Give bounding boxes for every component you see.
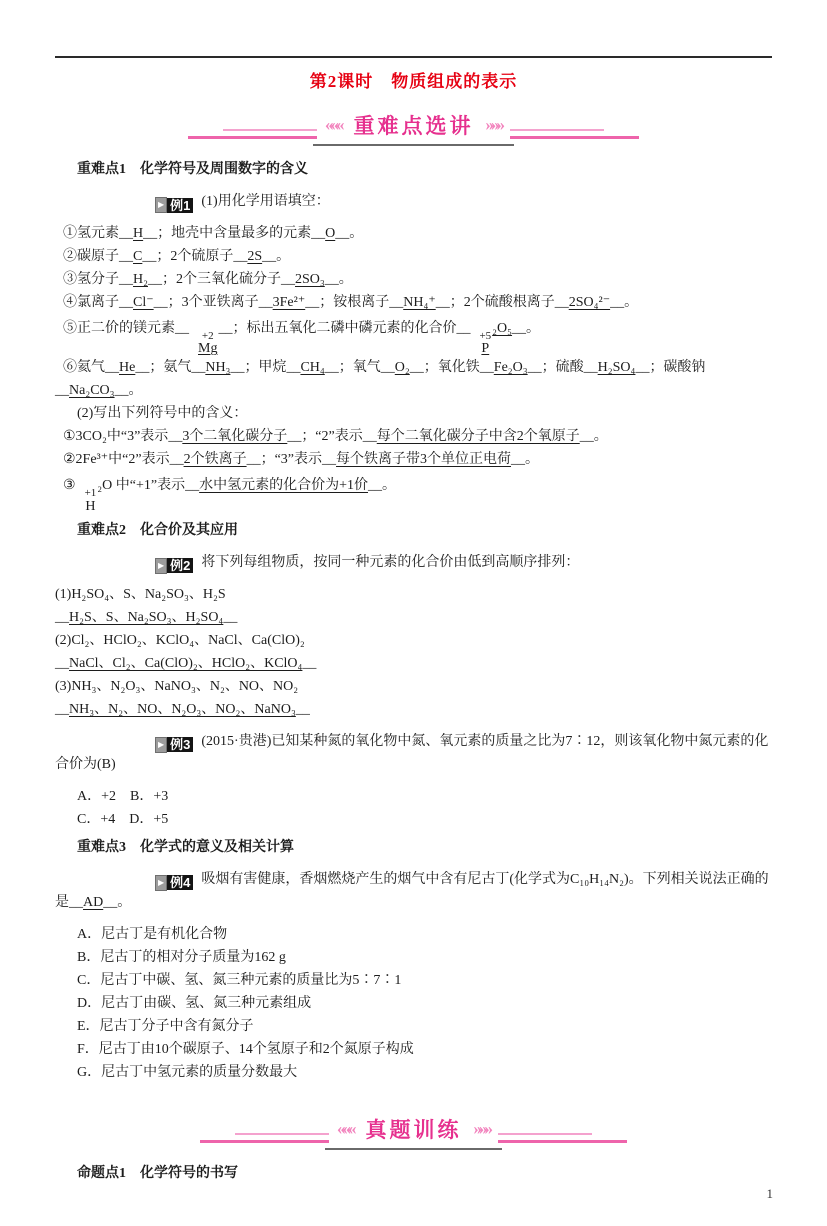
blank-answer: 水中氢元素的化合价为+1价 (199, 478, 369, 494)
text-segment: 。 (349, 226, 364, 241)
text-segment: ；3个亚铁离子 (167, 295, 259, 310)
blank-underscore: __ (258, 295, 273, 310)
text-segment: ；铵根离子 (319, 295, 390, 310)
text-segment: ；“2”表示 (301, 429, 363, 445)
option-line: G．尼古丁中氢元素的质量分数最大 (77, 1064, 298, 1080)
blank-answer: 3个二氧化碳分子 (182, 429, 288, 445)
text-segment: 。 (525, 452, 540, 468)
page-number: 1 (766, 1186, 773, 1201)
blank-underscore: __ (579, 429, 594, 445)
play-arrow-icon: ▶ (155, 558, 167, 574)
element-symbol: H (85, 498, 96, 514)
fill-blank-line (55, 448, 772, 471)
blank-underscore: __ (135, 360, 150, 376)
banner-core (325, 1114, 502, 1150)
blank-underscore: __ (246, 452, 261, 468)
blank-underscore: __ (119, 249, 133, 264)
blank-underscore: __ (55, 655, 69, 671)
text-segment: 。 (338, 272, 353, 287)
banner-title: 真题训练 (365, 1118, 462, 1142)
fill-blank-line (55, 222, 772, 245)
blank-underscore: __ (380, 360, 395, 376)
blank-underscore: __ (55, 609, 69, 625)
blank-answer: O (325, 226, 336, 241)
blank-underscore: __ (368, 478, 383, 494)
option-line: F．尼古丁由10个碳原子、14个氢原子和2个氮原子构成 (77, 1041, 414, 1057)
text-segment: ；地壳中含量最多的元素 (157, 226, 312, 241)
blank-answer: He (119, 360, 136, 376)
text-segment: ₂O (97, 478, 113, 494)
header-divider (55, 56, 772, 58)
text-segment: ；碳酸钠 (649, 360, 706, 376)
blank-underscore: __ (103, 894, 118, 910)
blank-underscore: __ (230, 360, 245, 376)
blank-underscore: __ (119, 226, 133, 241)
heading-keypoint-1: 重难点1 化学符号及周围数字的含义 (77, 162, 308, 177)
text-segment: 。 (117, 894, 132, 910)
blank-underscore: __ (175, 321, 189, 336)
fill-blank-line (55, 268, 772, 291)
text-segment: ；氨气 (149, 360, 192, 376)
text-segment: ③氢分子 (63, 272, 119, 287)
text-segment: ②碳原子 (63, 249, 119, 264)
blank-underscore: __ (324, 360, 339, 376)
blank-answer: C (133, 249, 143, 264)
question-line: (1)H₂SO₄、S、Na₂SO₃、H₂S (55, 586, 226, 602)
blank-underscore: __ (114, 383, 129, 399)
blank-underscore: __ (148, 272, 162, 287)
play-arrow-icon: ▶ (155, 875, 167, 891)
example-intro-text: (1)用化学用语填空： (201, 194, 330, 209)
blank-underscore: __ (335, 226, 350, 241)
text-segment: ；标出五氧化二磷中磷元素的化合价 (232, 321, 457, 336)
blank-answer: AD (83, 894, 104, 910)
option-line: C．+4 D．+5 (77, 811, 169, 827)
example-label: 例1 (167, 198, 193, 213)
blank-underscore: __ (55, 701, 69, 717)
blank-answer: 每个铁离子带3个单位正电荷 (336, 452, 512, 468)
blank-answer: NH₃、N₂、NO、N₂O₃、NO₂、NaNO₃ (69, 701, 296, 717)
chevrons-left-icon: ««« (325, 115, 342, 134)
text-segment: ；“3”表示 (260, 452, 323, 468)
example-label: 例3 (167, 737, 193, 752)
blank-underscore: __ (583, 360, 598, 376)
blank-answer: O₂ (394, 360, 410, 376)
text-segment: ④氯离子 (63, 295, 119, 310)
blank-answer: Na₂CO₃ (69, 383, 115, 399)
blank-underscore: __ (511, 452, 526, 468)
blank-answer: NH₃ (205, 360, 231, 376)
fill-blank-line (55, 291, 772, 314)
blank-underscore: __ (69, 894, 83, 910)
blank-underscore: __ (168, 429, 183, 445)
banner-core (313, 110, 514, 146)
blank-underscore: __ (119, 272, 133, 287)
play-arrow-icon: ▶ (155, 737, 167, 753)
example-badge (155, 737, 193, 753)
blank-answer: 每个二氧化碳分子中含2个氧原子 (376, 429, 580, 445)
valence-stack (471, 331, 491, 356)
blank-underscore: __ (311, 226, 326, 241)
fill-blank-line (55, 356, 772, 402)
text-segment: ⑥氦气 (63, 360, 105, 376)
text-segment: ⑤正二价的镁元素 (63, 321, 175, 336)
question-line: (3)NH₃、N₂O₃、NaNO₃、N₂、NO、NO₂ (55, 678, 299, 694)
option-line: D．尼古丁由碳、氢、氮三种元素组成 (77, 995, 312, 1011)
blank-underscore: __ (286, 360, 301, 376)
text-segment: 。 (624, 295, 639, 310)
fill-blank-line (55, 425, 772, 448)
blank-underscore: __ (456, 321, 471, 336)
answer-line (55, 652, 772, 675)
text-segment: 中“+1”表示 (112, 478, 186, 494)
heading-topic-1: 命题点1 化学符号的书写 (77, 1165, 238, 1181)
blank-answer: 2S (247, 249, 263, 264)
blank-underscore: __ (185, 478, 200, 494)
blank-answer: 3Fe²⁺ (272, 295, 306, 310)
blank-underscore: __ (262, 249, 277, 264)
banner-title: 重难点选讲 (353, 115, 474, 138)
answer-line (55, 698, 772, 721)
chevrons-left-icon: ««« (337, 1118, 354, 1138)
text-segment: ；硫酸 (541, 360, 584, 376)
text-segment: 。 (593, 429, 608, 445)
blank-answer: NH₄⁺ (403, 295, 436, 310)
text-segment: ②2Fe³⁺中“2”表示 (63, 452, 170, 468)
text-segment: 。 (526, 321, 541, 336)
blank-answer: 2SO₄²⁻ (568, 295, 611, 310)
blank-underscore: __ (302, 655, 317, 671)
fill-blank-line (55, 245, 772, 268)
example-label: 例4 (167, 875, 193, 890)
text-segment: ；2个硫原子 (156, 249, 234, 264)
blank-underscore: __ (389, 295, 404, 310)
blank-underscore: __ (527, 360, 542, 376)
option-line: E．尼古丁分子中含有氮分子 (77, 1018, 254, 1034)
blank-underscore: __ (305, 295, 320, 310)
blank-answer: Fe₂O₃ (493, 360, 528, 376)
blank-underscore: __ (143, 226, 158, 241)
blank-underscore: __ (287, 429, 302, 445)
blank-answer: H (133, 226, 144, 241)
blank-answer: NaCl、Cl₂、Ca(ClO)₂、HClO₂、KClO₄ (69, 655, 303, 671)
blank-answer: 2个铁离子 (183, 452, 247, 468)
blank-underscore: __ (191, 360, 206, 376)
banner-line-right (502, 1133, 627, 1143)
example-2-line (55, 551, 772, 574)
blank-underscore: __ (142, 249, 157, 264)
text-segment: ；甲烷 (244, 360, 287, 376)
blank-underscore: __ (153, 295, 168, 310)
text-segment: ①氢元素 (63, 226, 119, 241)
element-symbol: Mg (198, 341, 218, 357)
element-symbol: P (481, 341, 490, 357)
example-label: 例2 (167, 558, 193, 573)
blank-underscore: __ (322, 452, 337, 468)
banner-line-left (200, 1133, 325, 1143)
valence-stack (77, 488, 97, 513)
blank-underscore: __ (55, 383, 69, 399)
text-segment: ③ (63, 478, 76, 494)
document-page (0, 56, 827, 1226)
section-banner-exam-training (55, 1114, 772, 1150)
blank-underscore: __ (169, 452, 184, 468)
blank-underscore: __ (281, 272, 295, 287)
blank-underscore: __ (479, 360, 494, 376)
example-intro-text: 将下列每组物质，按同一种元素的化合价由低到高顺序排列： (201, 554, 580, 570)
blank-underscore: __ (635, 360, 650, 376)
blank-underscore: __ (512, 321, 527, 336)
blank-answer: ₂O₅ (492, 321, 513, 336)
banner-line-right (514, 129, 639, 139)
section-banner-key-points (55, 110, 772, 146)
example-1-line (55, 190, 772, 213)
question-line: (2)Cl₂、HClO₂、KClO₄、NaCl、Ca(ClO)₂ (55, 632, 305, 648)
text-segment: ；2个硫酸根离子 (449, 295, 555, 310)
text-segment: ；氧气 (338, 360, 381, 376)
option-line: C．尼古丁中碳、氢、氮三种元素的质量比为5∶7∶1 (77, 972, 402, 988)
blank-answer: Cl⁻ (133, 295, 154, 310)
valence-stack (190, 331, 217, 356)
blank-underscore: __ (362, 429, 377, 445)
example-badge (155, 197, 193, 213)
option-line: B．尼古丁的相对分子质量为162 g (77, 949, 286, 965)
blank-underscore: __ (554, 295, 569, 310)
text-segment: ；氧化铁 (423, 360, 480, 376)
valence-charge: +5 (479, 330, 492, 342)
blank-answer: H₂ (133, 272, 148, 287)
text-segment: (2015·贵港)已知某种氮的氧化物中氮、氧元素的质量之比为7∶12，则该氧化物中氮元素的化合价为(B) (55, 733, 769, 772)
blank-underscore: __ (295, 701, 310, 717)
blank-answer: CH₄ (300, 360, 325, 376)
example-4-paragraph (55, 868, 772, 914)
chevrons-right-icon: »»» (485, 115, 502, 134)
page-title: 第2课时 物质组成的表示 (309, 72, 518, 91)
blank-underscore: __ (218, 321, 233, 336)
option-line: A．尼古丁是有机化合物 (77, 926, 228, 942)
example-3-paragraph (55, 730, 772, 776)
blank-underscore: __ (233, 249, 248, 264)
text-segment: 。 (128, 383, 143, 399)
example-badge (155, 558, 193, 574)
blank-underscore: __ (223, 609, 238, 625)
blank-underscore: __ (610, 295, 625, 310)
text-segment: ①3CO₂中“3”表示 (63, 429, 169, 445)
sub-question-heading: (2)写出下列符号中的含义： (77, 406, 248, 422)
chevrons-right-icon: »»» (473, 1118, 490, 1138)
blank-underscore: __ (435, 295, 450, 310)
valence-charge: +1 (84, 487, 97, 500)
blank-underscore: __ (409, 360, 424, 376)
play-arrow-icon: ▶ (155, 197, 167, 213)
heading-keypoint-3: 重难点3 化学式的意义及相关计算 (77, 839, 294, 855)
example-badge (155, 875, 193, 891)
blank-underscore: __ (105, 360, 119, 376)
text-segment: 。 (276, 249, 291, 264)
valence-charge: +2 (201, 330, 214, 342)
blank-answer: H₂S、S、Na₂SO₃、H₂SO₄ (69, 609, 224, 625)
text-segment: 吸烟有害健康，香烟燃烧产生的烟气中含有尼古丁(化学式为C₁₀H₁₄N₂)。下列相关说法正确的是 (55, 871, 769, 910)
blank-underscore: __ (324, 272, 339, 287)
blank-answer: 2SO₃ (295, 272, 325, 287)
text-segment: 。 (382, 478, 397, 494)
fill-blank-line-valence (55, 314, 772, 356)
blank-answer: H₂SO₄ (597, 360, 636, 376)
banner-line-left (188, 129, 313, 139)
fill-blank-line-valence (55, 471, 772, 513)
option-line: A．+2 B．+3 (77, 788, 169, 804)
answer-line (55, 606, 772, 629)
text-segment: ；2个三氧化硫分子 (162, 272, 281, 287)
blank-underscore: __ (119, 295, 133, 310)
heading-keypoint-2: 重难点2 化合价及其应用 (77, 522, 238, 538)
